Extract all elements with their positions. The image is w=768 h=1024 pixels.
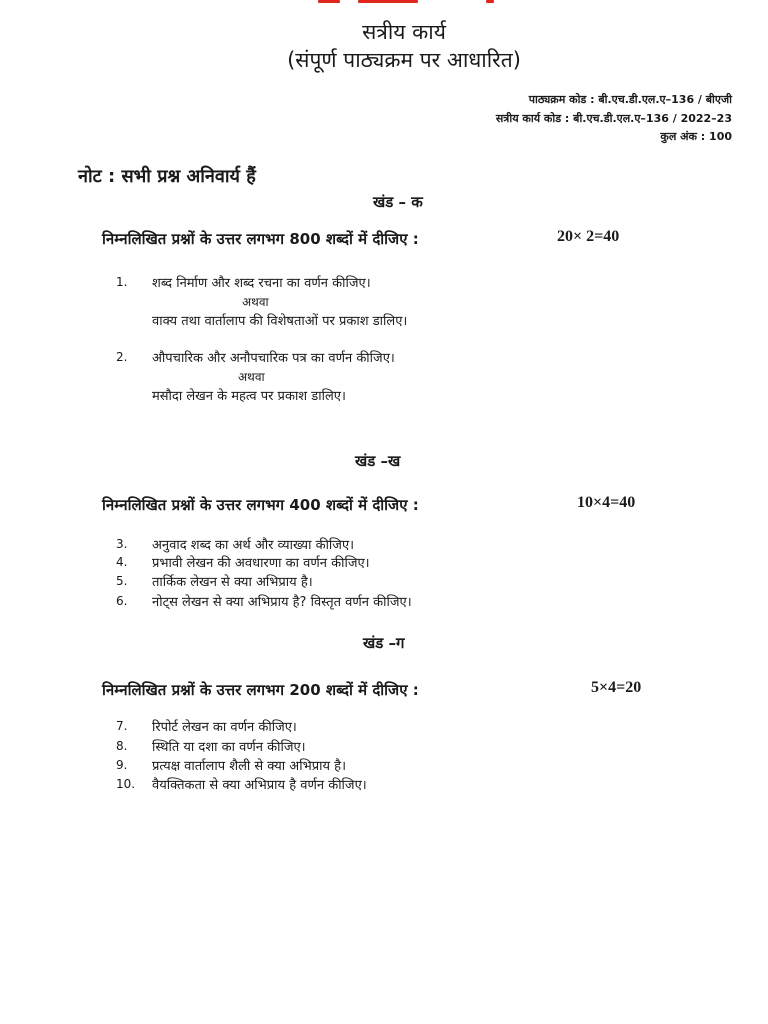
question-text: प्रभावी लेखन की अवधारणा का वर्णन कीजिए। bbox=[152, 556, 370, 571]
question-number: 3. bbox=[116, 537, 128, 551]
or-label: अथवा bbox=[242, 295, 269, 309]
question-text: औपचारिक और अनौपचारिक पत्र का वर्णन कीजिए। bbox=[152, 351, 395, 366]
section-c-instruction: निम्नलिखित प्रश्नों के उत्तर लगभग 200 शब्दों में दीजिए : bbox=[102, 681, 419, 699]
page-subtitle: (संपूर्ण पाठ्यक्रम पर आधारित) bbox=[287, 48, 521, 72]
question-number: 7. bbox=[116, 719, 128, 733]
course-code: पाठ्यक्रम कोड : बी.एच.डी.एल.ए–136 / बीएजी bbox=[528, 93, 732, 106]
question-text: शब्द निर्माण और शब्द रचना का वर्णन कीजिए। bbox=[152, 276, 371, 291]
question-number: 1. bbox=[116, 275, 128, 289]
page-title: सत्रीय कार्य bbox=[362, 20, 446, 44]
or-label: अथवा bbox=[238, 370, 265, 384]
section-a-title: खंड – क bbox=[373, 193, 423, 211]
section-b-marks: 10×4=40 bbox=[577, 494, 636, 511]
question-number: 2. bbox=[116, 350, 128, 364]
section-a-instruction: निम्नलिखित प्रश्नों के उत्तर लगभग 800 शब्दों में दीजिए : bbox=[102, 230, 419, 248]
question-number: 10. bbox=[116, 777, 136, 791]
section-b-title: खंड –ख bbox=[355, 452, 401, 470]
question-text: नोट्स लेखन से क्या अभिप्राय है? विस्तृत वर्णन कीजिए। bbox=[152, 595, 412, 610]
question-text: वैयक्तिकता से क्या अभिप्राय है वर्णन कीजिए। bbox=[152, 778, 367, 793]
section-a-marks: 20× 2=40 bbox=[557, 228, 620, 245]
question-alt-text: मसौदा लेखन के महत्व पर प्रकाश डालिए। bbox=[152, 389, 346, 404]
section-b-instruction: निम्नलिखित प्रश्नों के उत्तर लगभग 400 शब्दों में दीजिए : bbox=[102, 496, 419, 514]
question-number: 6. bbox=[116, 594, 128, 608]
question-alt-text: वाक्य तथा वार्तालाप की विशेषताओं पर प्रकाश डालिए। bbox=[152, 314, 408, 329]
question-text: तार्किक लेखन से क्या अभिप्राय है। bbox=[152, 575, 313, 590]
note: नोट : सभी प्रश्न अनिवार्य हैं bbox=[78, 166, 256, 187]
question-text: अनुवाद शब्द का अर्थ और व्याख्या कीजिए। bbox=[152, 538, 355, 553]
assignment-code: सत्रीय कार्य कोड : बी.एच.डी.एल.ए–136 / 2022–23 bbox=[495, 112, 732, 125]
total-marks: कुल अंक : 100 bbox=[660, 130, 732, 143]
red-cutoff-mark bbox=[318, 0, 498, 6]
section-c-title: खंड –ग bbox=[363, 634, 405, 652]
question-number: 5. bbox=[116, 574, 128, 588]
section-c-marks: 5×4=20 bbox=[591, 679, 642, 696]
question-text: प्रत्यक्ष वार्तालाप शैली से क्या अभिप्राय है। bbox=[152, 759, 347, 774]
question-text: स्थिति या दशा का वर्णन कीजिए। bbox=[152, 740, 306, 755]
question-text: रिपोर्ट लेखन का वर्णन कीजिए। bbox=[152, 720, 297, 735]
question-number: 8. bbox=[116, 739, 128, 753]
question-number: 9. bbox=[116, 758, 128, 772]
question-number: 4. bbox=[116, 555, 128, 569]
